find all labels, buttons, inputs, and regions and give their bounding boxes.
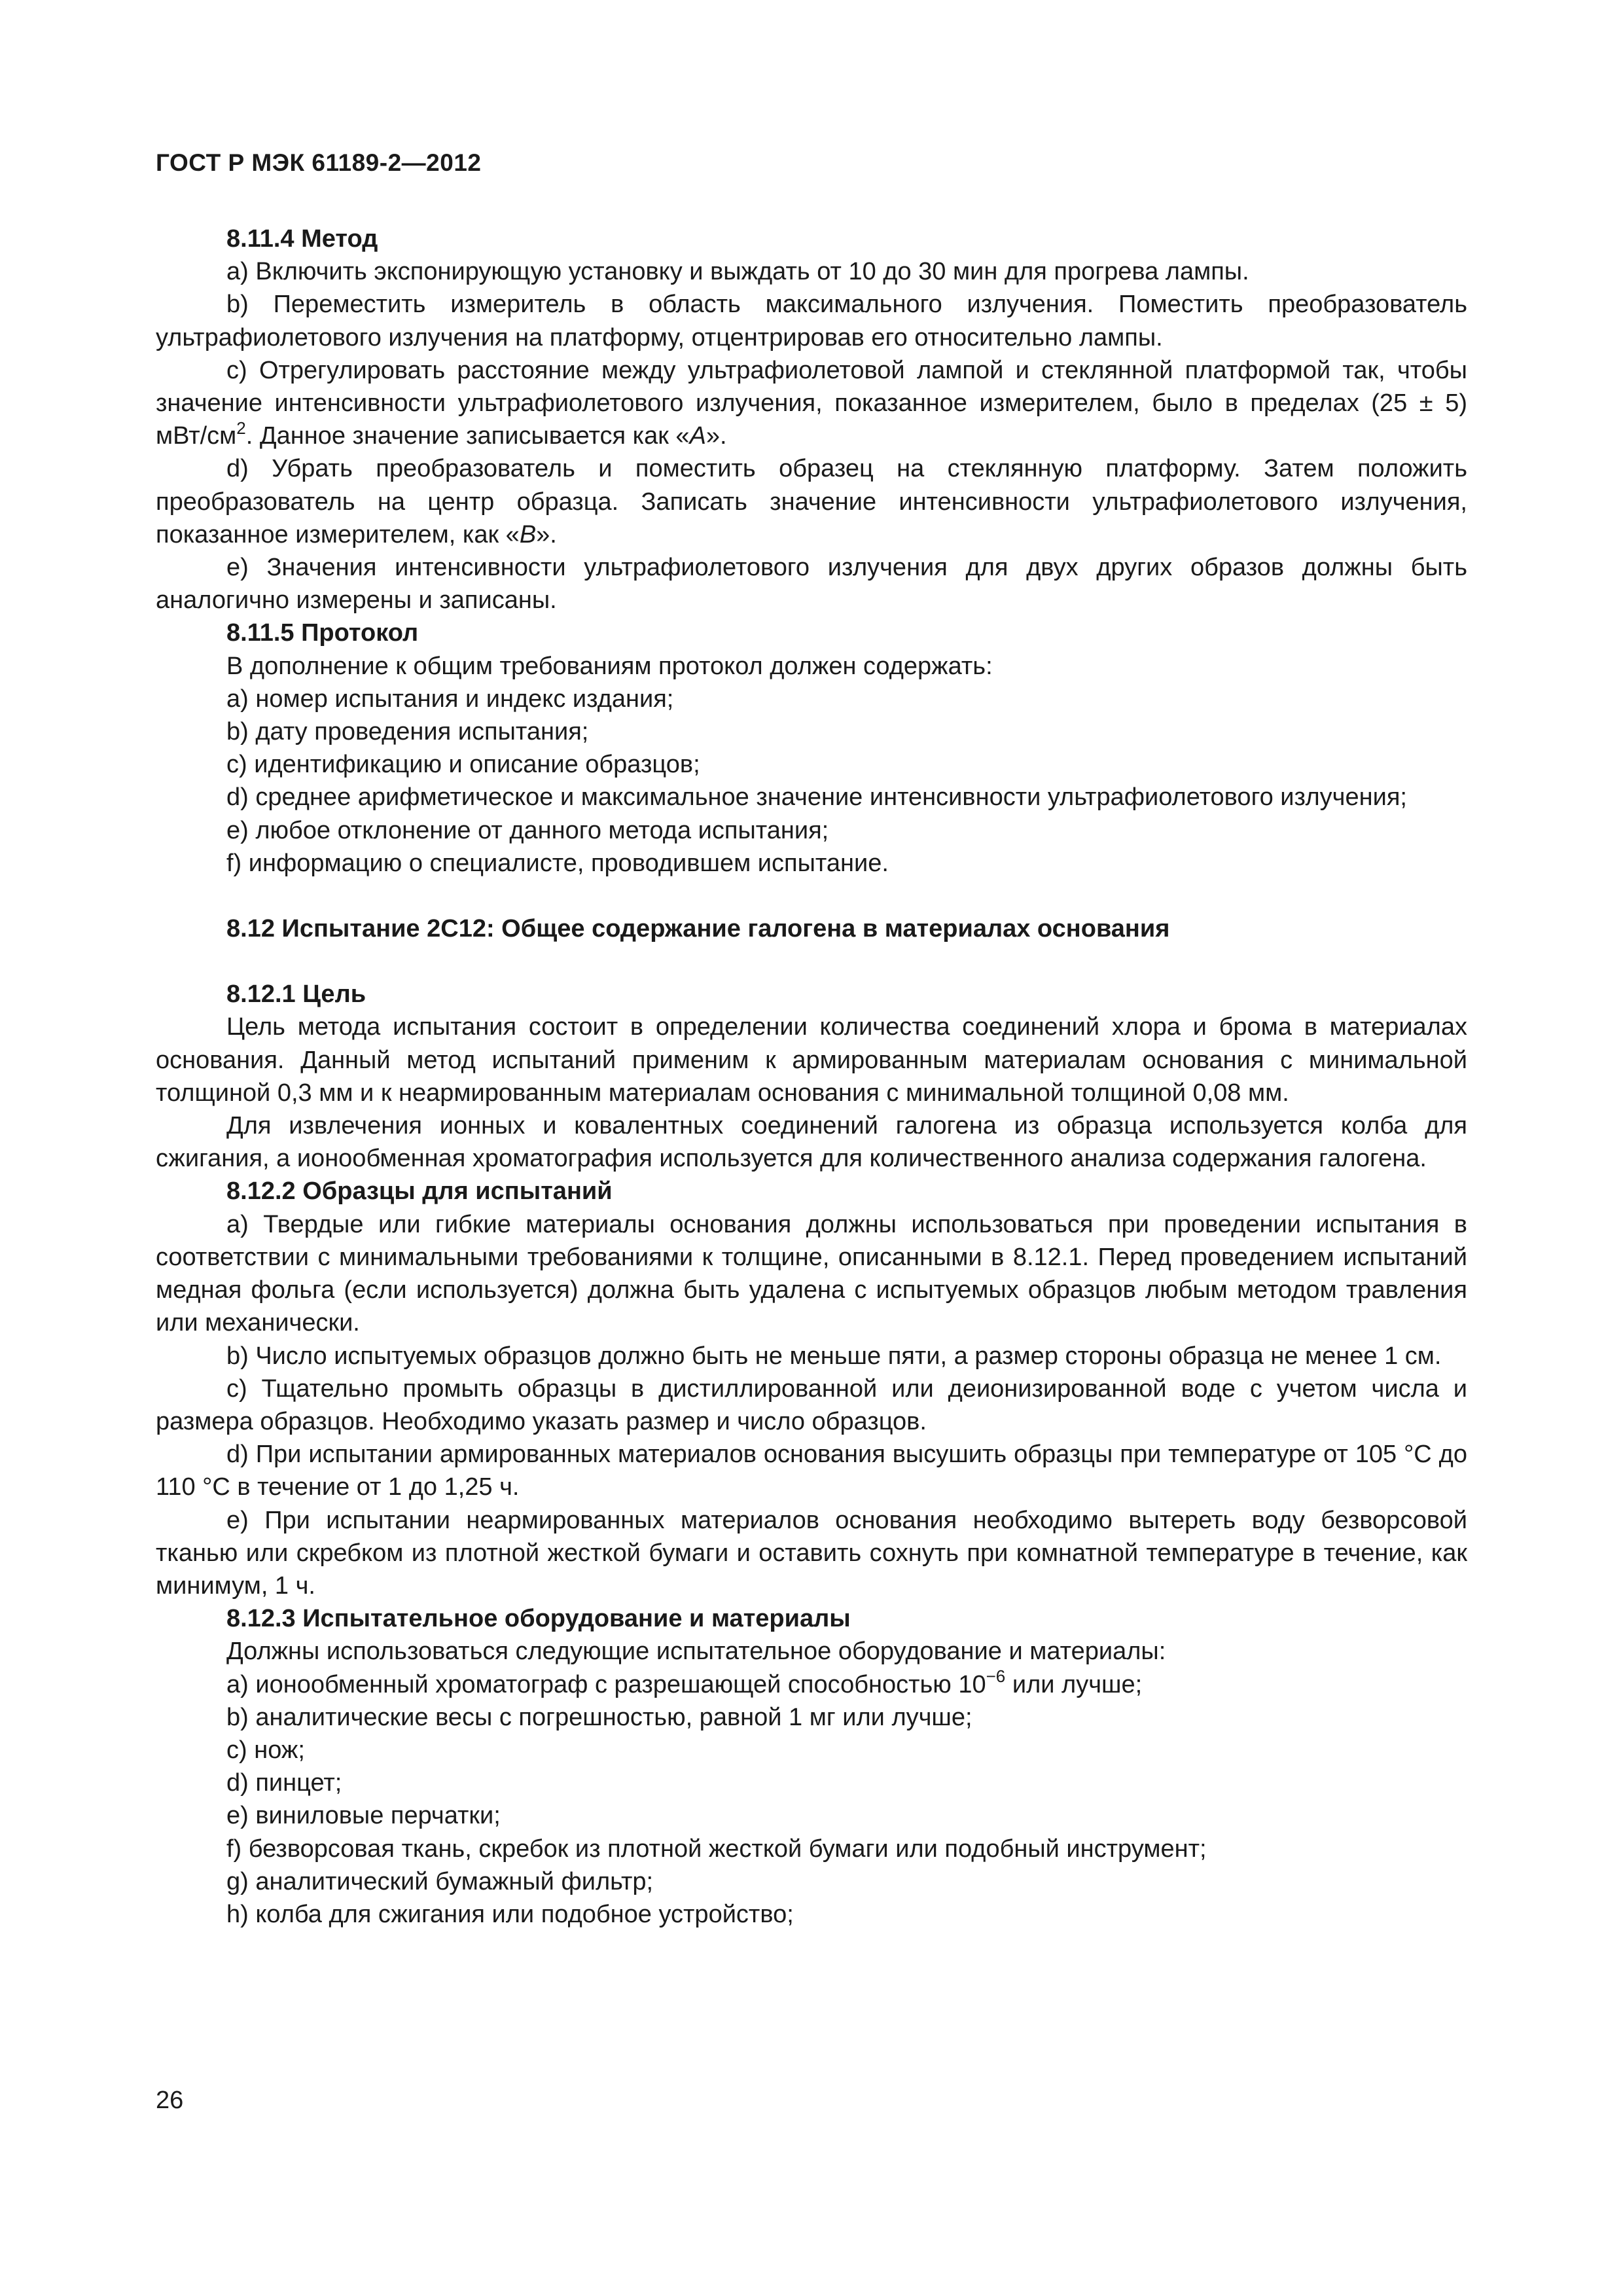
- paragraph: b) Число испытуемых образцов должно быть не меньше пяти, а размер стороны образца не менее 1 см.: [226, 1342, 1442, 1370]
- document-body: [156, 223, 1467, 1931]
- section-heading-8-12-2: 8.12.2 Образцы для испытаний: [226, 1177, 613, 1206]
- paragraph: c) Тщательно промыть образцы в дистиллированной или деионизированной воде с учетом числа и размера образцов. Необходимо указать размер и число образцов.: [156, 1374, 1467, 1435]
- list-item: a) номер испытания и индекс издания;: [226, 685, 674, 713]
- variable-symbol: B: [519, 520, 537, 548]
- paragraph: [156, 452, 1467, 551]
- paragraph: e) При испытании неармированных материалов основания необходимо вытереть воду безворсовой тканью или скребком из плотной жесткой бумаги и оставить сохнуть при комнатной температуре в течение, как минимум, 1 ч.: [156, 1506, 1467, 1600]
- text-run: или лучше;: [1005, 1670, 1143, 1698]
- section-heading-8-11-5: 8.11.5 Протокол: [226, 619, 419, 647]
- paragraph: Цель метода испытания состоит в определении количества соединений хлора и брома в материалах основания. Данный метод испытаний применим к армированным материалам основания с минимальной толщиной 0,3 мм и к неармированным материалам основания с минимальной толщиной 0,08 мм.: [156, 1013, 1467, 1107]
- list-item: c) нож;: [226, 1736, 305, 1764]
- paragraph: [156, 354, 1467, 453]
- list-item: e) виниловые перчатки;: [226, 1802, 501, 1830]
- paragraph: a) Включить экспонирующую установку и выждать от 10 до 30 мин для прогрева лампы.: [226, 258, 1249, 286]
- paragraph: Для извлечения ионных и ковалентных соединений галогена из образца используется колба для сжигания, а ионообменная хроматография используется для количественного анализа содержания галогена.: [156, 1112, 1467, 1173]
- paragraph: b) Переместить измеритель в область максимального излучения. Поместить преобразователь ультрафиолетового излучения на платформу, отцентрировав его относительно лампы.: [156, 291, 1467, 351]
- text-run: ».: [536, 520, 557, 548]
- list-item: g) аналитический бумажный фильтр;: [226, 1867, 654, 1895]
- paragraph: e) Значения интенсивности ультрафиолетового излучения для двух других образов должны быть аналогично измерены и записаны.: [156, 554, 1467, 615]
- list-item: f) безворсовая ткань, скребок из плотной жесткой бумаги или подобный инструмент;: [226, 1835, 1207, 1863]
- list-item: h) колба для сжигания или подобное устройство;: [226, 1900, 794, 1928]
- superscript: −6: [986, 1666, 1006, 1686]
- text-run: c) Отрегулировать расстояние между ультрафиолетовой лампой и стеклянной платформой так, чтобы значение интенсивности ультрафиолетового излучения, показанное измерителем, было в пределах (25 ± 5) мВт/см: [156, 356, 1467, 450]
- list-item: b) аналитические весы с погрешностью, равной 1 мг или лучше;: [226, 1703, 972, 1731]
- paragraph: d) При испытании армированных материалов основания высушить образцы при температуре от 105 °C до 110 °C в течение от 1 до 1,25 ч.: [156, 1441, 1467, 1501]
- superscript: 2: [236, 418, 246, 438]
- list-item: d) среднее арифметическое и максимальное значение интенсивности ультрафиолетового излучения;: [226, 783, 1407, 812]
- section-heading-8-12-3: 8.12.3 Испытательное оборудование и материалы: [226, 1605, 851, 1633]
- paragraph: Должны использоваться следующие испытательное оборудование и материалы:: [226, 1638, 1166, 1666]
- text-run: d) Убрать преобразователь и поместить образец на стеклянную платформу. Затем положить преобразователь на центр образца. Записать значение интенсивности ультрафиолетового излучения, показанное измерителем, как «: [156, 455, 1467, 548]
- variable-symbol: A: [689, 422, 706, 450]
- document-code-header: ГОСТ Р МЭК 61189-2—2012: [156, 149, 482, 176]
- list-item: d) пинцет;: [226, 1769, 342, 1797]
- page-number: 26: [156, 2087, 184, 2114]
- list-item: b) дату проведения испытания;: [226, 718, 589, 746]
- text-run: ».: [705, 422, 727, 450]
- paragraph: a) Твердые или гибкие материалы основания должны использоваться при проведении испытания в соответствии с минимальными требованиями к толщине, описанными в 8.12.1. Перед проведением испытаний медная фольга (если используется) должна быть удалена с испытуемых образцов любым методом травления или механически.: [156, 1210, 1467, 1337]
- paragraph: В дополнение к общим требованиям протокол должен содержать:: [226, 652, 993, 680]
- section-heading-8-12-1: 8.12.1 Цель: [226, 980, 366, 1009]
- list-item: c) идентификацию и описание образцов;: [226, 751, 700, 779]
- text-run: . Данное значение записывается как «: [245, 422, 690, 450]
- text-run: a) ионообменный хроматограф с разрешающей способностью 10: [226, 1670, 986, 1698]
- list-item: [156, 1668, 1467, 1701]
- list-item: e) любое отклонение от данного метода испытания;: [226, 816, 829, 844]
- section-heading-8-11-4: 8.11.4 Метод: [226, 225, 378, 253]
- list-item: f) информацию о специалисте, проводившем испытание.: [226, 849, 889, 877]
- section-heading-8-12: 8.12 Испытание 2C12: Общее содержание галогена в материалах основания: [226, 915, 1170, 943]
